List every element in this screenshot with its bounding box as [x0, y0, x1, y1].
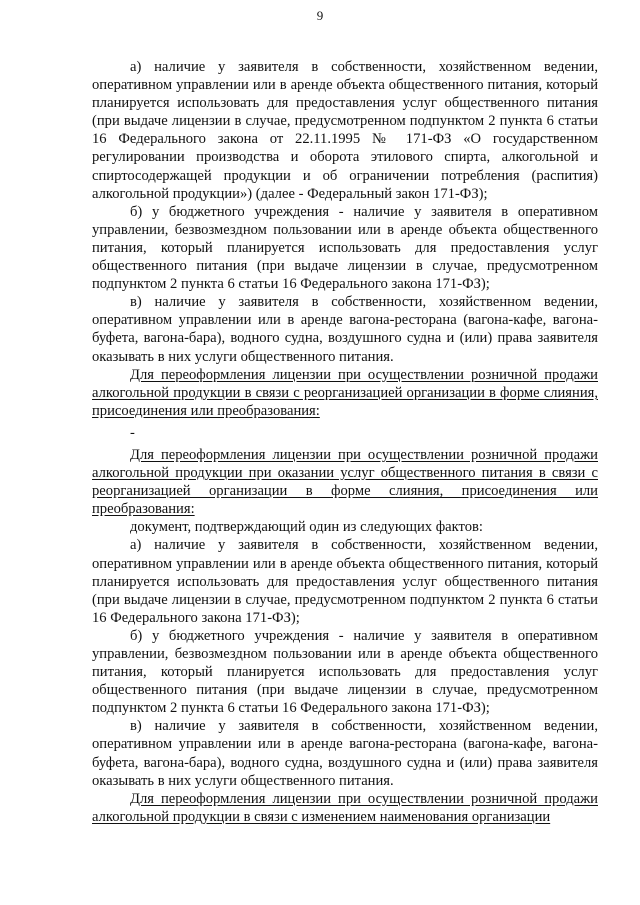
paragraph-a-2: а) наличие у заявителя в собственности, хозяйственном ведении, оперативном управлении или в аренде объекта общественного питания, который планируется использовать для предоставления услуг общественного питания (при выдаче лицензии в случае, предусмотренном подпунктом 2 пункта 6 статьи 16 Федерального закона 171-ФЗ);: [92, 537, 598, 626]
paragraph-b-2: б) у бюджетного учреждения - наличие у заявителя в оперативном управлении, безвозмездном пользовании или в аренде объекта общественного питания, который планируется использовать для предоставления услуг общественного питания (при выдаче лицензии в случае, предусмотренном подпунктом 2 пункта 6 статьи 16 Федерального закона 171-ФЗ);: [92, 627, 598, 717]
paragraph-document-facts: документ, подтверждающий один из следующих фактов:: [130, 519, 483, 536]
document-body: [92, 58, 598, 826]
section-heading-catering-reorganization: Для переоформления лицензии при осуществлении розничной продажи алкогольной продукции при оказании услуг общественного питания в связи с реорганизацией организации в форме слияния, присоединения или преобразования:: [92, 446, 598, 518]
paragraph-v-1: в) наличие у заявителя в собственности, хозяйственном ведении, оперативном управлении или в аренде вагона-ресторана (вагона-кафе, вагона-буфета, вагона-бара), водного судна, воздушного судна и (или) права заявителя оказывать в них услуги общественного питания.: [92, 294, 598, 365]
paragraph-a-1: а) наличие у заявителя в собственности, хозяйственном ведении, оперативном управлении или в аренде объекта общественного питания, который планируется использовать для предоставления услуг общественного питания (при выдаче лицензии в случае, предусмотренном подпунктом 2 пункта 6 статьи 16 Федерального закона от 22.11.1995 № 171-ФЗ «О государственном регулировании производства и оборота этилового спирта, алкогольной и спиртосодержащей продукции и об ограничении потребления (распития) алкогольной продукции») (далее - Федеральный закон 171-ФЗ);: [92, 59, 598, 202]
dash-placeholder: -: [130, 424, 135, 441]
section-heading-reorganization: Для переоформления лицензии при осуществлении розничной продажи алкогольной продукции в связи с реорганизацией организации в форме слияния, присоединения или преобразования:: [92, 366, 598, 419]
paragraph-v-2: в) наличие у заявителя в собственности, хозяйственном ведении, оперативном управлении или в аренде вагона-ресторана (вагона-кафе, вагона-буфета, вагона-бара), водного судна, воздушного судна и (или) права заявителя оказывать в них услуги общественного питания.: [92, 718, 598, 789]
paragraph-b-1: б) у бюджетного учреждения - наличие у заявителя в оперативном управлении, безвозмездном пользовании или в аренде объекта общественного питания, который планируется использовать для предоставления услуг общественного питания (при выдаче лицензии в случае, предусмотренном подпунктом 2 пункта 6 статьи 16 Федерального закона 171-ФЗ);: [92, 203, 598, 293]
section-heading-name-change: Для переоформления лицензии при осуществлении розничной продажи алкогольной продукции в связи с изменением наименования организации: [92, 790, 598, 825]
page-number: 9: [316, 8, 324, 23]
